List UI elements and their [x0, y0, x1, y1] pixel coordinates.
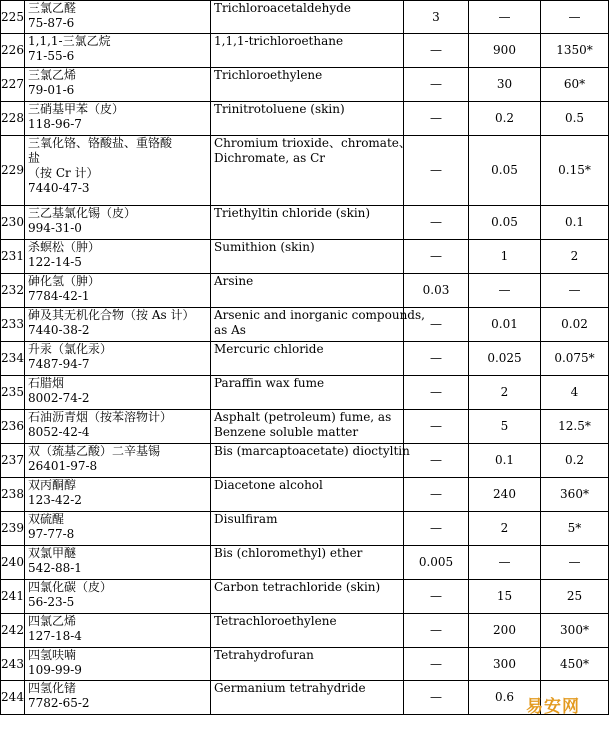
cas-number: 123-42-2: [28, 493, 82, 507]
row-number: 228: [1, 102, 25, 136]
chinese-name-cell: [25, 580, 211, 614]
english-name: Diacetone alcohol: [214, 478, 323, 492]
table-row: [1, 580, 609, 614]
twa-value: —: [469, 1, 541, 34]
chinese-name: 三氧化铬、铬酸盐、重铬酸: [28, 136, 173, 150]
row-number: 238: [1, 478, 25, 512]
chinese-name-cell: [25, 444, 211, 478]
twa-value: 5: [469, 410, 541, 444]
stel-value: 4: [541, 376, 609, 410]
english-name: Carbon tetrachloride (skin): [214, 580, 381, 594]
twa-value: 0.2: [469, 102, 541, 136]
cas-number: 7782-65-2: [28, 696, 90, 710]
english-name: Chromium trioxide、chromate、: [214, 136, 411, 150]
twa-value: 900: [469, 34, 541, 68]
chinese-name-cell: [25, 240, 211, 274]
chinese-name-cell: [25, 614, 211, 648]
twa-value: 0.6: [469, 681, 541, 715]
english-name: Tetrachloroethylene: [214, 614, 337, 628]
twa-value: 240: [469, 478, 541, 512]
english-name: Bis (marcaptoacetate) dioctyltin: [214, 444, 410, 458]
chinese-name-cell: [25, 68, 211, 102]
chinese-name-cell: [25, 512, 211, 546]
mac-value: —: [404, 580, 469, 614]
twa-value: 300: [469, 648, 541, 681]
english-name: 1,1,1-trichloroethane: [214, 34, 344, 48]
english-name: Arsenic and inorganic compounds,: [214, 308, 425, 322]
mac-value: —: [404, 136, 469, 206]
stel-value: —: [541, 546, 609, 580]
stel-value: 360*: [541, 478, 609, 512]
table-row: [1, 342, 609, 376]
chinese-name-cell: [25, 1, 211, 34]
cas-number: 56-23-5: [28, 595, 75, 609]
cas-number: 26401-97-8: [28, 459, 98, 473]
cas-number: 8002-74-2: [28, 391, 90, 405]
chinese-name-cell: [25, 342, 211, 376]
chinese-name: 双（巯基乙酸）二辛基锡: [28, 444, 161, 458]
cas-number: 7440-38-2: [28, 323, 90, 337]
mac-value: 0.005: [404, 546, 469, 580]
row-number: 226: [1, 34, 25, 68]
table-row: [1, 240, 609, 274]
english-name-cell: [211, 614, 404, 648]
english-name: Mercuric chloride: [214, 342, 324, 356]
chinese-name-cell: [25, 102, 211, 136]
mac-value: —: [404, 614, 469, 648]
table-row: [1, 681, 609, 715]
chinese-name: 盐: [28, 151, 41, 165]
table-row: [1, 648, 609, 681]
table-row: [1, 512, 609, 546]
row-number: 234: [1, 342, 25, 376]
table-row: [1, 614, 609, 648]
row-number: 231: [1, 240, 25, 274]
chinese-name: 四氢化锗: [28, 681, 77, 695]
english-name: Benzene soluble matter: [214, 425, 359, 439]
english-name: Trichloroethylene: [214, 68, 323, 82]
english-name: Arsine: [214, 274, 254, 288]
english-name: Tetrahydrofuran: [214, 648, 314, 662]
cas-number: 7440-47-3: [28, 181, 90, 195]
row-number: 225: [1, 1, 25, 34]
chinese-name-cell: [25, 34, 211, 68]
english-name: Trinitrotoluene (skin): [214, 102, 345, 116]
english-name-cell: [211, 376, 404, 410]
twa-value: 30: [469, 68, 541, 102]
twa-value: 0.025: [469, 342, 541, 376]
cas-number: 79-01-6: [28, 83, 75, 97]
table-row: [1, 478, 609, 512]
mac-value: —: [404, 681, 469, 715]
english-name-cell: [211, 102, 404, 136]
twa-value: 0.1: [469, 444, 541, 478]
english-name: Germanium tetrahydride: [214, 681, 366, 695]
chinese-name: 三硝基甲苯（皮）: [28, 102, 125, 116]
stel-value: 12.5*: [541, 410, 609, 444]
table-row: [1, 376, 609, 410]
cas-number: 109-99-9: [28, 663, 82, 677]
table-row: [1, 102, 609, 136]
cas-number: 75-87-6: [28, 16, 75, 30]
mac-value: —: [404, 512, 469, 546]
chinese-name: 杀螟松（肿）: [28, 240, 101, 254]
english-name: Triethyltin chloride (skin): [214, 206, 371, 220]
chinese-name-cell: [25, 308, 211, 342]
chinese-name-cell: [25, 376, 211, 410]
chinese-name-cell: [25, 206, 211, 240]
chinese-name: 双硫醒: [28, 512, 65, 526]
twa-value: 1: [469, 240, 541, 274]
cas-number: 122-14-5: [28, 255, 82, 269]
row-number: 230: [1, 206, 25, 240]
english-name-cell: [211, 34, 404, 68]
english-name-cell: [211, 512, 404, 546]
cas-number: 71-55-6: [28, 49, 75, 63]
stel-value: 0.075*: [541, 342, 609, 376]
row-number: 240: [1, 546, 25, 580]
cas-number: 8052-42-4: [28, 425, 90, 439]
chinese-name: 三氯乙烯: [28, 68, 77, 82]
twa-value: —: [469, 274, 541, 308]
mac-value: 3: [404, 1, 469, 34]
twa-value: 15: [469, 580, 541, 614]
english-name-cell: [211, 308, 425, 342]
chinese-name-cell: [25, 648, 211, 681]
mac-value: —: [404, 206, 469, 240]
cas-number: 97-77-8: [28, 527, 75, 541]
row-number: 239: [1, 512, 25, 546]
table-row: [1, 410, 609, 444]
table-body: [1, 1, 609, 715]
row-number: 244: [1, 681, 25, 715]
mac-value: —: [404, 240, 469, 274]
chinese-name-cell: [25, 136, 211, 206]
english-name-cell: [211, 136, 411, 206]
mac-value: —: [404, 478, 469, 512]
english-name: Paraffin wax fume: [214, 376, 325, 390]
row-number: 242: [1, 614, 25, 648]
twa-value: 0.05: [469, 206, 541, 240]
english-name-cell: [211, 681, 404, 715]
english-name: Asphalt (petroleum) fume, as: [214, 410, 392, 424]
mac-value: —: [404, 410, 469, 444]
stel-value: —: [541, 274, 609, 308]
cas-number: 118-96-7: [28, 117, 82, 131]
stel-value: 0.02: [541, 308, 609, 342]
site-watermark: 易安网: [526, 697, 580, 717]
english-name-cell: [211, 240, 404, 274]
row-number: 235: [1, 376, 25, 410]
english-name-cell: [211, 580, 404, 614]
english-name-cell: [211, 546, 404, 580]
twa-value: —: [469, 546, 541, 580]
cas-number: 7784-42-1: [28, 289, 90, 303]
twa-value: 2: [469, 512, 541, 546]
english-name: Sumithion (skin): [214, 240, 315, 254]
chinese-name: 三氯乙醛: [28, 1, 77, 15]
mac-value: 0.03: [404, 274, 469, 308]
english-name: Disulfiram: [214, 512, 278, 526]
row-number: 232: [1, 274, 25, 308]
stel-value: 60*: [541, 68, 609, 102]
chinese-name-cell: [25, 410, 211, 444]
table-row: [1, 308, 609, 342]
mac-value: —: [404, 342, 469, 376]
twa-value: 2: [469, 376, 541, 410]
mac-value: —: [404, 102, 469, 136]
chinese-name: 石腊烟: [28, 376, 65, 390]
row-number: 227: [1, 68, 25, 102]
english-name: as As: [214, 323, 246, 337]
chinese-name-cell: [25, 478, 211, 512]
english-name: Trichloroacetaldehyde: [214, 1, 351, 15]
english-name-cell: [211, 206, 404, 240]
row-number: 237: [1, 444, 25, 478]
twa-value: 200: [469, 614, 541, 648]
chinese-name: 砷化氢（胂）: [28, 274, 101, 288]
chinese-name: 升汞（氯化汞）: [28, 342, 113, 356]
chinese-name: 1,1,1-三氯乙烷: [28, 34, 111, 48]
chinese-name: 砷及其无机化合物（按 As 计）: [28, 308, 195, 322]
chinese-name-cell: [25, 274, 211, 308]
chinese-name: （按 Cr 计）: [28, 166, 99, 180]
stel-value: 25: [541, 580, 609, 614]
stel-value: 5*: [541, 512, 609, 546]
mac-value: —: [404, 34, 469, 68]
chinese-name: 四氢呋喃: [28, 648, 77, 662]
english-name-cell: [211, 68, 404, 102]
cas-number: 127-18-4: [28, 629, 82, 643]
table-row: [1, 206, 609, 240]
mac-value: —: [404, 444, 469, 478]
cas-number: 542-88-1: [28, 561, 82, 575]
chinese-name-cell: [25, 546, 211, 580]
row-number: 243: [1, 648, 25, 681]
english-name-cell: [211, 444, 410, 478]
stel-value: 300*: [541, 614, 609, 648]
row-number: 233: [1, 308, 25, 342]
chinese-name: 四氯乙烯: [28, 614, 77, 628]
table-row: [1, 274, 609, 308]
stel-value: 450*: [541, 648, 609, 681]
stel-value: —: [541, 1, 609, 34]
table-row: [1, 34, 609, 68]
mac-value: —: [404, 68, 469, 102]
row-number: 229: [1, 136, 25, 206]
cas-number: 7487-94-7: [28, 357, 90, 371]
chinese-name: 四氯化碳（皮）: [28, 580, 113, 594]
english-name-cell: [211, 648, 404, 681]
english-name: Dichromate, as Cr: [214, 151, 325, 165]
chinese-name-cell: [25, 681, 211, 715]
table-row: [1, 136, 609, 206]
chinese-name: 双氯甲醚: [28, 546, 77, 560]
english-name-cell: [211, 478, 404, 512]
twa-value: 0.05: [469, 136, 541, 206]
twa-value: 0.01: [469, 308, 541, 342]
stel-value: 2: [541, 240, 609, 274]
english-name-cell: [211, 1, 404, 34]
stel-value: 0.2: [541, 444, 609, 478]
mac-value: —: [404, 376, 469, 410]
table-row: [1, 546, 609, 580]
mac-value: —: [404, 308, 469, 342]
table-row: [1, 444, 609, 478]
chinese-name: 石油沥青烟（按苯溶物计）: [28, 410, 173, 424]
stel-value: 0.15*: [541, 136, 609, 206]
english-name-cell: [211, 274, 404, 308]
table-row: [1, 1, 609, 34]
mac-value: —: [404, 648, 469, 681]
cas-number: 994-31-0: [28, 221, 82, 235]
english-name: Bis (chloromethyl) ether: [214, 546, 363, 560]
row-number: 241: [1, 580, 25, 614]
english-name-cell: [211, 410, 404, 444]
chinese-name: 双丙酮醇: [28, 478, 77, 492]
row-number: 236: [1, 410, 25, 444]
stel-value: 0.5: [541, 102, 609, 136]
stel-value: 0.1: [541, 206, 609, 240]
stel-value: 1350*: [541, 34, 609, 68]
table-row: [1, 68, 609, 102]
chinese-name: 三乙基氯化锡（皮）: [28, 206, 137, 220]
english-name-cell: [211, 342, 404, 376]
